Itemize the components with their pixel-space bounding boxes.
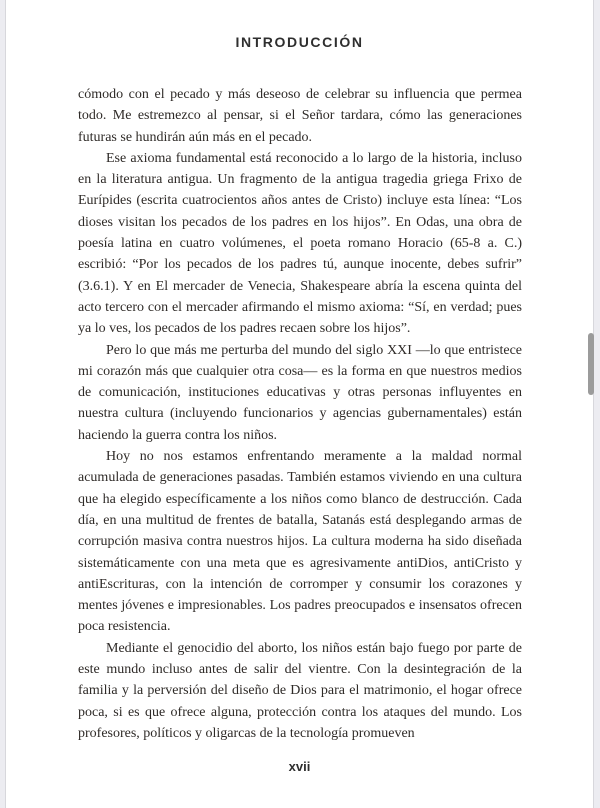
paragraph: Ese axioma fundamental está reconocido a lo largo de la historia, incluso en la literatura antigua. Un fragmento de la antigua tragedia griega Frixo de Eurípides (escrita cuatrocientos años antes de Cristo) incluye esta línea: “Los dioses visitan los pecados de los padres en los hijos”. En Odas, una obra de poesía latina en cuatro volúmenes, el poeta romano Horacio (65-8 a. C.) escribió: “Por los pecados de los padres tú, aunque inocente, debes sufrir” (3.6.1). Y en El mercader de Venecia, Shakespeare abría la escena quinta del acto tercero con el mercader afirmando el mismo axioma: “Sí, en verdad; pues ya lo ves, los pecados de los padres recaen sobre los hijos”.: [78, 150, 522, 337]
chapter-header: INTRODUCCIÓN: [235, 34, 364, 50]
scrollbar-thumb[interactable]: [588, 333, 594, 395]
page-number: xvii: [288, 759, 311, 774]
paragraph: Pero lo que más me perturba del mundo del siglo XXI —lo que entristece mi corazón más que cualquier otra cosa— es la forma en que nuestros medios de comunicación, instituciones educativas y otras personas influyentes en nuestra cultura (incluyendo funcionarios y agencias gubernamentales) están haciendo la guerra contra los niños.: [78, 342, 522, 443]
paragraph: Hoy no nos estamos enfrentando meramente a la maldad normal acumulada de generaciones pasadas. También estamos viviendo en una cultura que ha elegido específicamente a los niños como blanco de destrucción. Cada día, en una multitud de frentes de batalla, Satanás está desplegando armas de corrupción masiva contra nuestros hijos. La cultura moderna ha sido diseñada sistemáticamente con una meta que es agresivamente antiDios, antiCristo y antiEscrituras, con la intención de corromper y consumir los corazones y mentes jóvenes e impresionables. Los padres preocupados e insensatos ofrecen poca resistencia.: [78, 449, 522, 635]
book-page: [5, 0, 594, 808]
text-block: [78, 84, 522, 758]
paragraph: cómodo con el pecado y más deseoso de celebrar su influencia que permea todo. Me estremezco al pensar, si el Señor tardara, cómo las generaciones futuras se hundirán aún más en el pecado.: [78, 87, 522, 145]
paragraph: Mediante el genocidio del aborto, los niños están bajo fuego por parte de este mundo incluso antes de salir del vientre. Con la desintegración de la familia y la perversión del diseño de Dios para el matrimonio, el hogar ofrece poca, si es que ofrece alguna, protección contra los ataques del mundo. Los profesores, políticos y oligarcas de la tecnología promueven: [78, 640, 522, 741]
